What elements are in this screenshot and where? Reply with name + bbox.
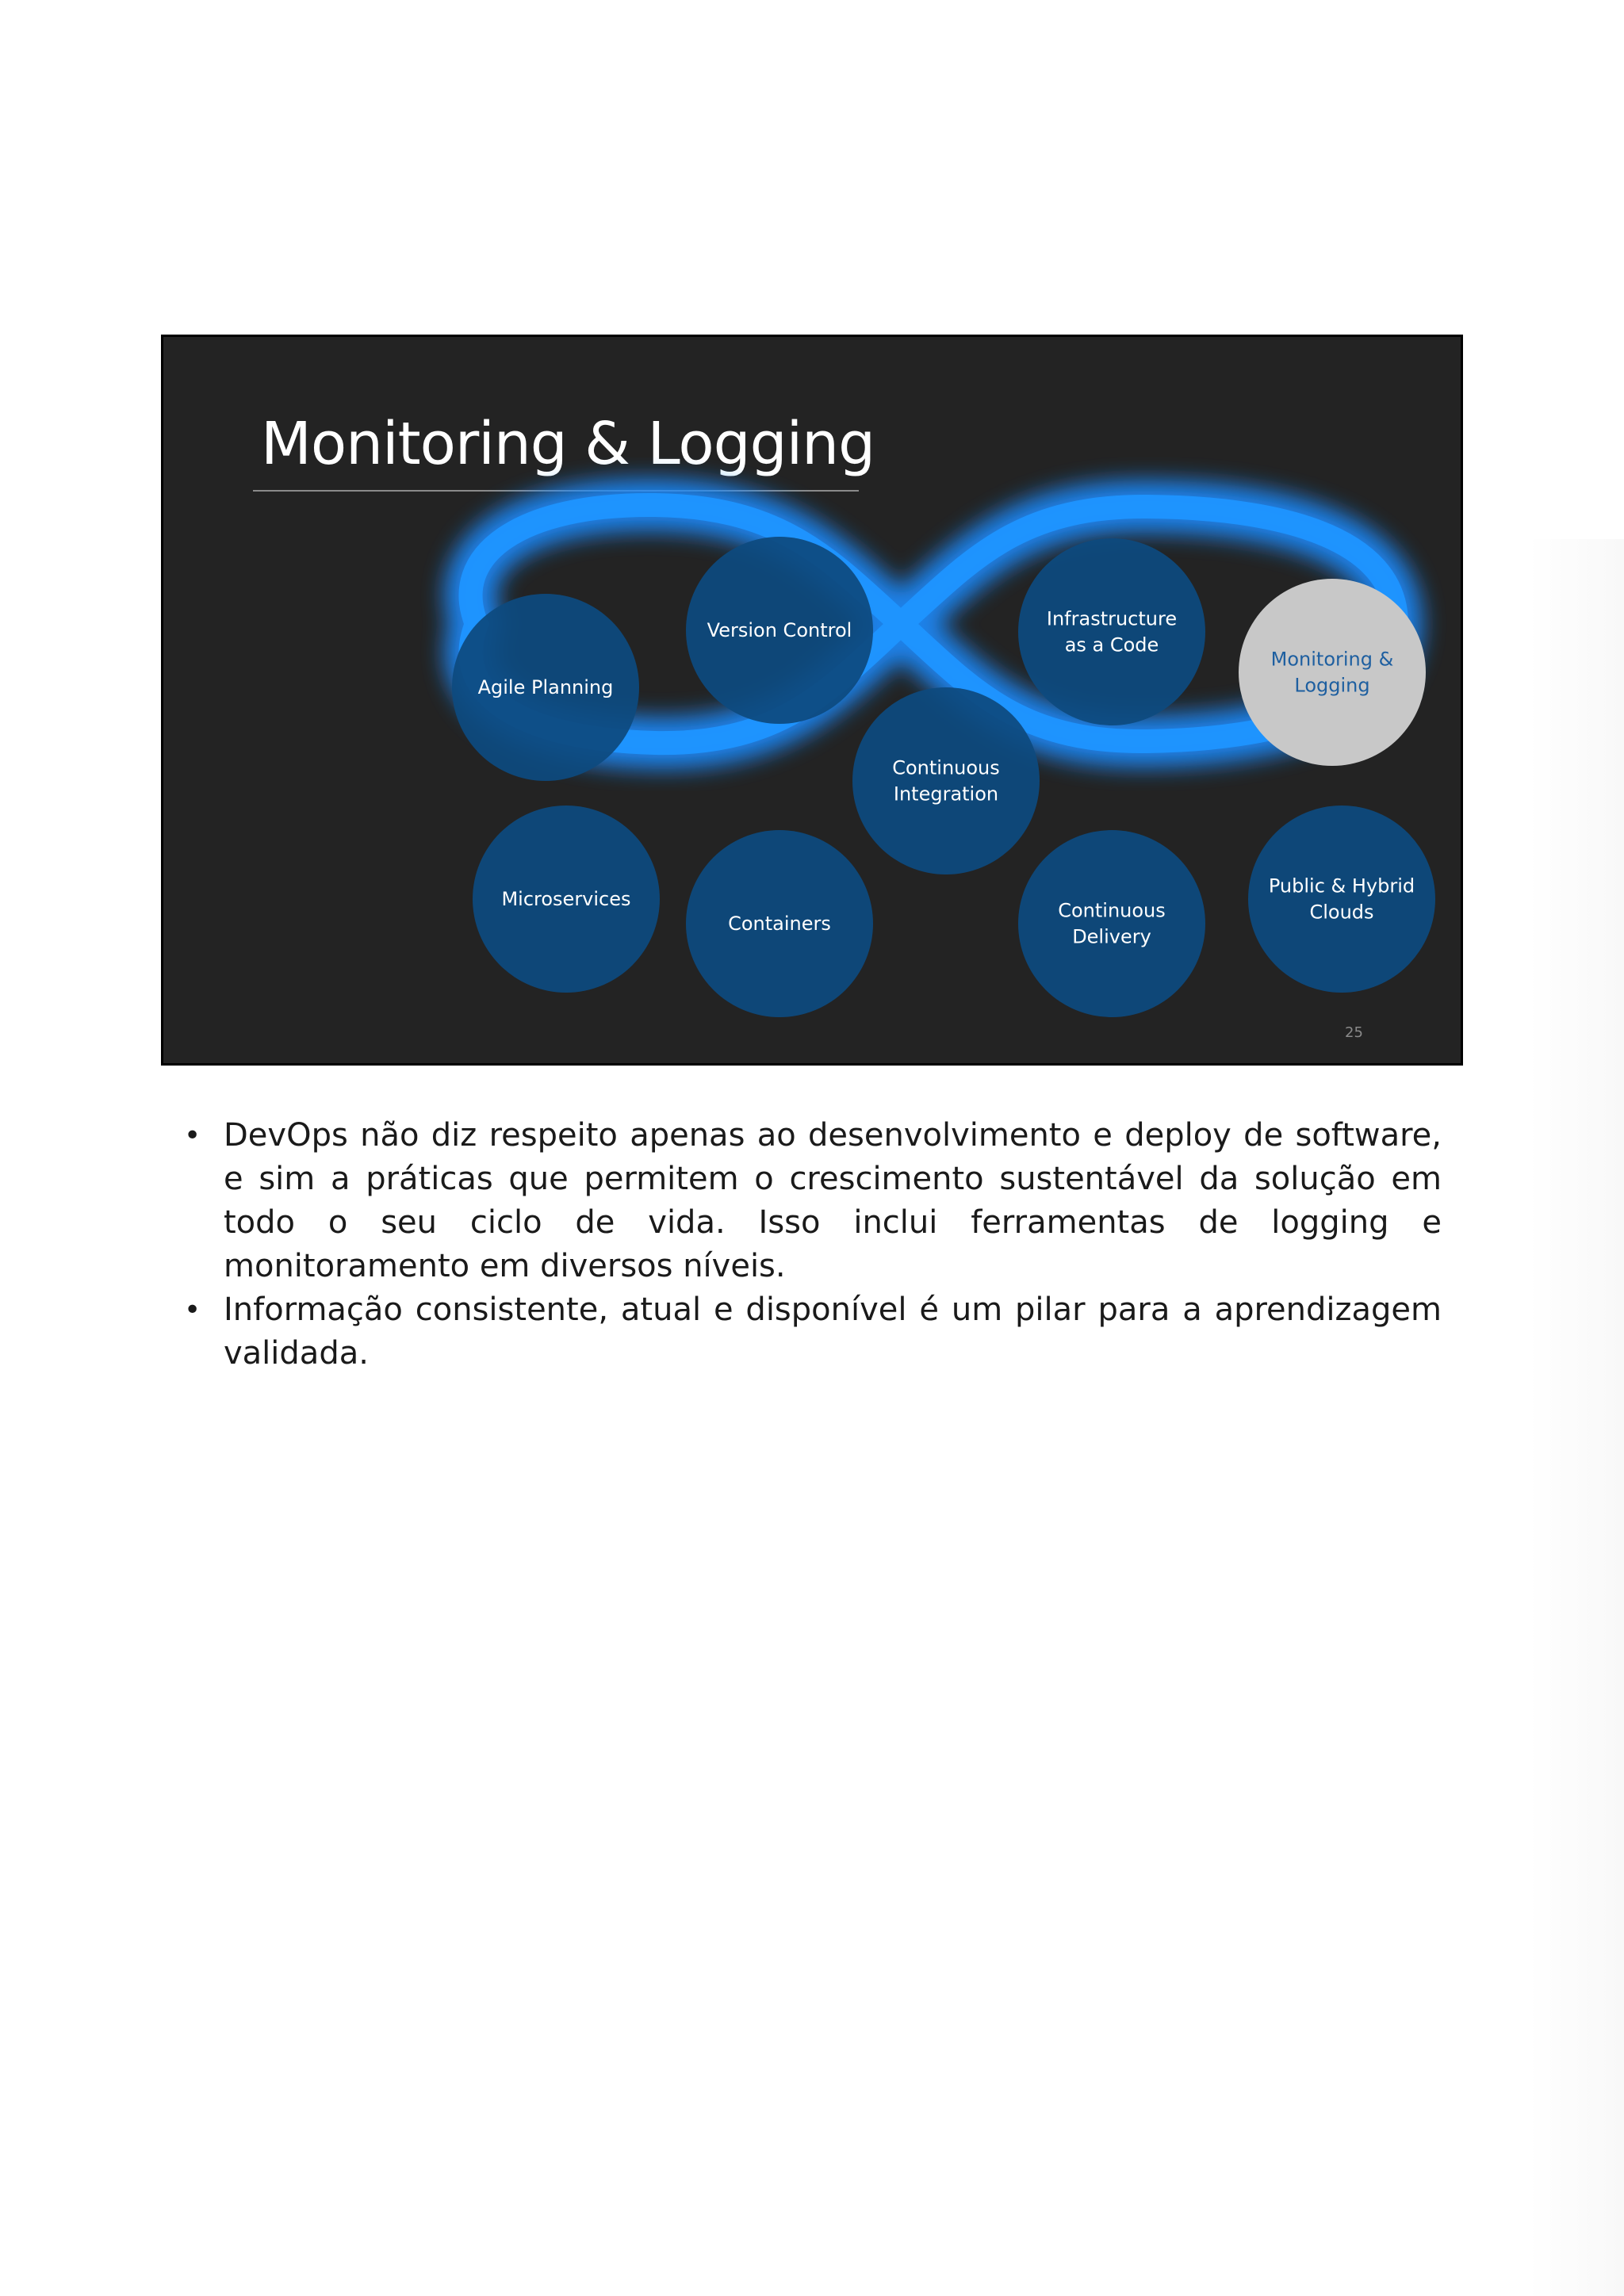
bullet-text: DevOps não diz respeito apenas ao desenvolvimento e deploy de software, e sim a práticas que permitem o crescimento sustentável da solução em todo o seu ciclo de vida. Isso inclui ferramentas de logging e monitoramento em diversos níveis.	[224, 1117, 1442, 1284]
node-label: Delivery	[1072, 925, 1151, 948]
slide-title: Monitoring & Logging	[261, 410, 875, 478]
node-label: Infrastructure	[1046, 607, 1178, 630]
bullet-icon: •	[184, 1119, 201, 1152]
node-label: Continuous	[892, 756, 1000, 779]
node-label: as a Code	[1064, 633, 1159, 656]
node-label: Continuous	[1058, 899, 1166, 922]
page-shade	[1529, 539, 1624, 2296]
node-containers	[686, 830, 873, 1017]
node-label: Public & Hybrid	[1268, 874, 1415, 897]
node-label: Version Control	[707, 619, 852, 641]
node-circle	[1248, 806, 1435, 993]
node-continuous-delivery	[1018, 830, 1205, 1017]
node-label: Logging	[1294, 674, 1370, 697]
node-label: Integration	[893, 783, 999, 806]
bullet-list	[173, 1114, 1442, 1376]
node-label: Microservices	[501, 888, 631, 910]
node-label: Agile Planning	[477, 676, 614, 698]
bullet-item	[173, 1114, 1442, 1288]
node-label: Clouds	[1309, 901, 1374, 924]
node-circle	[1018, 830, 1205, 1017]
node-monitoring-logging	[1239, 579, 1426, 766]
node-infrastructure-as-code	[1018, 538, 1205, 725]
node-label: Monitoring &	[1270, 648, 1394, 671]
bullet-icon: •	[184, 1294, 201, 1326]
node-microservices	[473, 806, 660, 993]
node-label: Containers	[728, 913, 831, 935]
node-agile-planning	[452, 594, 639, 781]
node-version-control	[686, 537, 873, 724]
slide	[161, 335, 1463, 1066]
bullet-item	[173, 1288, 1442, 1376]
node-circle	[1239, 579, 1426, 766]
node-continuous-integration	[852, 687, 1040, 874]
node-circle	[1018, 538, 1205, 725]
node-public-hybrid-clouds	[1248, 806, 1435, 993]
slide-page-number: 25	[1345, 1024, 1363, 1041]
bullet-text: Informação consistente, atual e disponível é um pilar para a aprendizagem validada.	[224, 1292, 1442, 1372]
node-circle	[852, 687, 1040, 874]
devops-infinity-diagram	[163, 337, 1461, 1063]
